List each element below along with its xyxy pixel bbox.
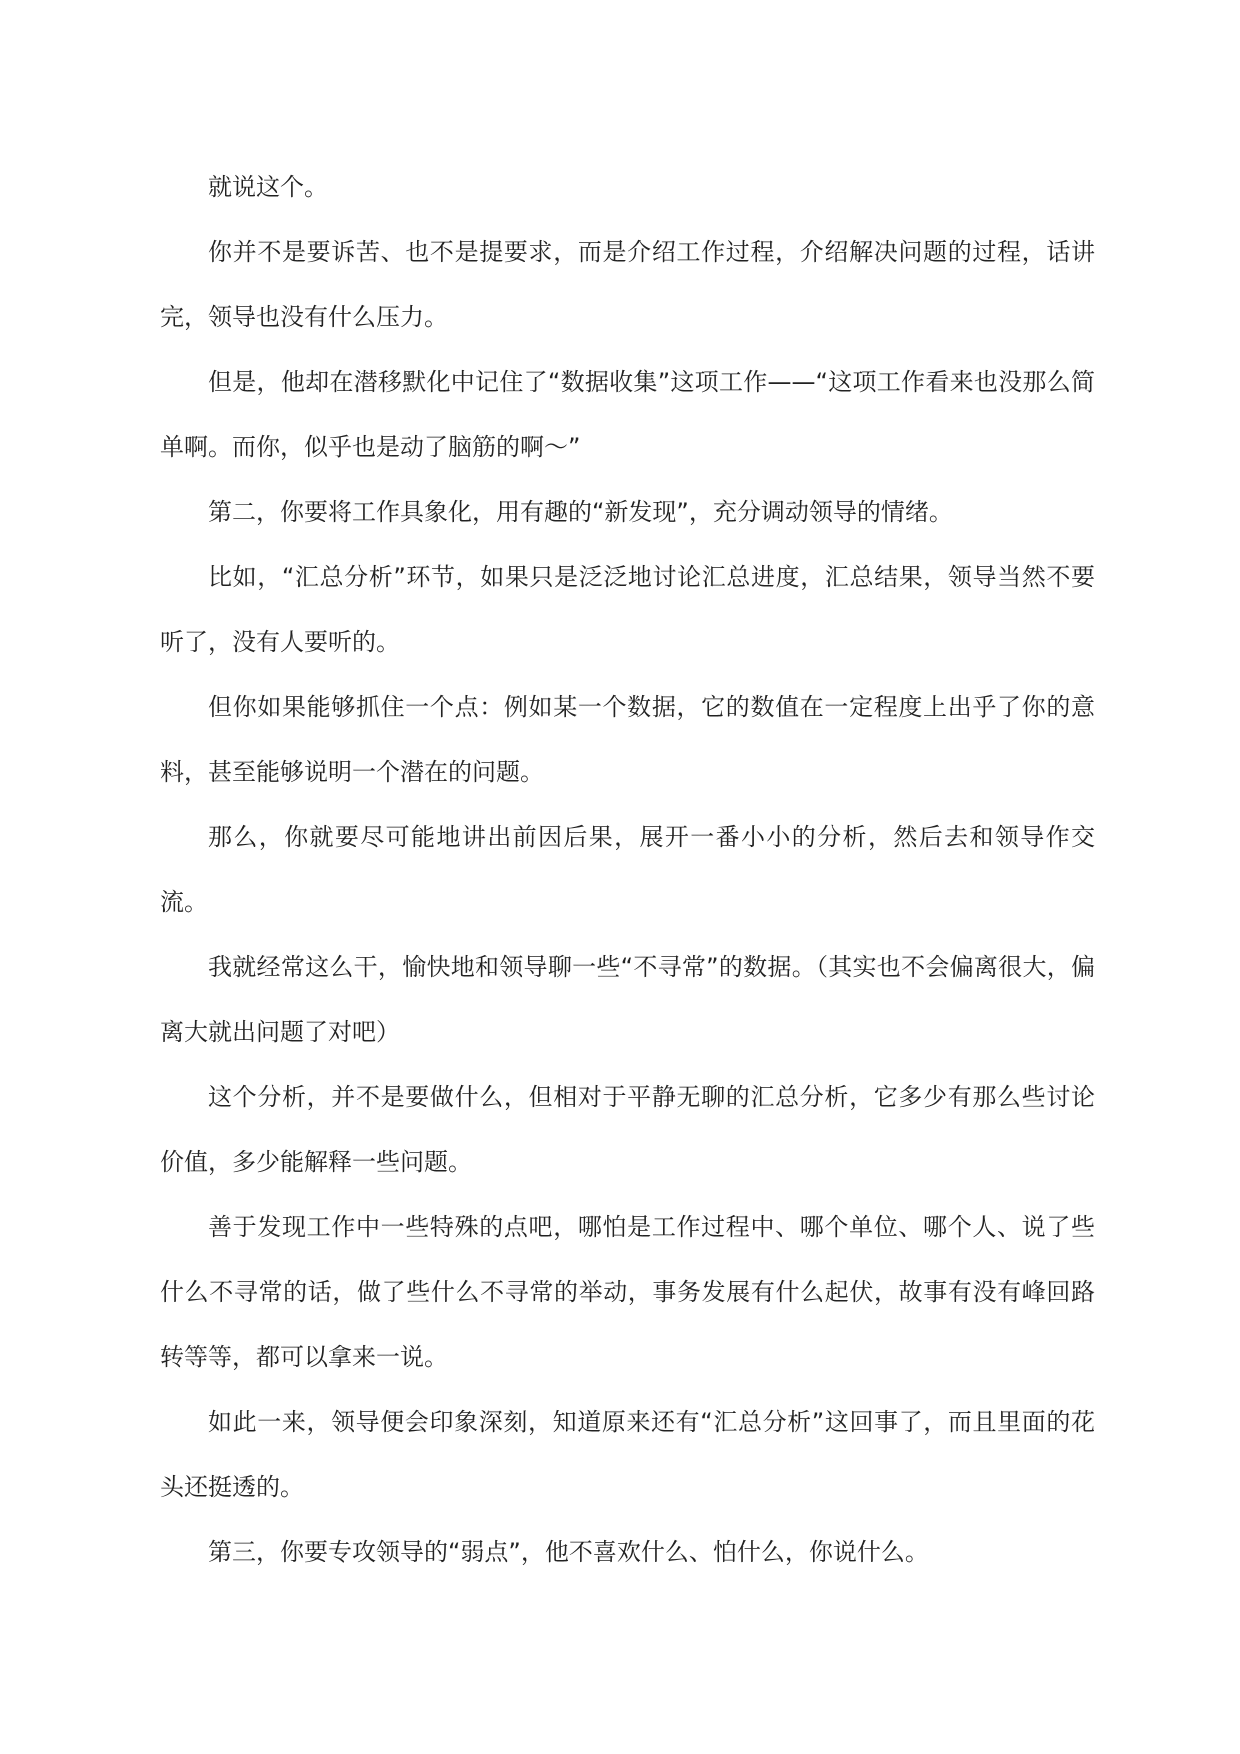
paragraph: 就说这个。 [208,173,328,201]
paragraph: 第三，你要专攻领导的“弱点”，他不喜欢什么、怕什么，你说什么。 [208,1538,929,1566]
paragraph: 善于发现工作中一些特殊的点吧，哪怕是工作过程中、哪个单位、哪个人、说了些什么不寻常的话，做了些什么不寻常的举动，事务发展有什么起伏，故事有没有峰回路转等等，都可以拿来一说。 [160,1213,1095,1371]
paragraph: 那么，你就要尽可能地讲出前因后果，展开一番小小的分析，然后去和领导作交流。 [160,823,1095,916]
paragraph: 但你如果能够抓住一个点：例如某一个数据，它的数值在一定程度上出乎了你的意料，甚至能够说明一个潜在的问题。 [160,693,1095,786]
paragraph: 但是，他却在潜移默化中记住了“数据收集”这项工作——“这项工作看来也没那么简单啊。而你，似乎也是动了脑筋的啊～” [160,368,1095,461]
paragraph: 如此一来，领导便会印象深刻，知道原来还有“汇总分析”这回事了，而且里面的花头还挺透的。 [160,1408,1095,1501]
paragraph: 你并不是要诉苦、也不是提要求，而是介绍工作过程，介绍解决问题的过程，话讲完，领导也没有什么压力。 [160,238,1095,331]
paragraph: 第二，你要将工作具象化，用有趣的“新发现”，充分调动领导的情绪。 [208,498,953,526]
paragraph: 我就经常这么干，愉快地和领导聊一些“不寻常”的数据。（其实也不会偏离很大，偏离大就出问题了对吧） [160,953,1095,1046]
paragraph: 这个分析，并不是要做什么，但相对于平静无聊的汇总分析，它多少有那么些讨论价值，多少能解释一些问题。 [160,1083,1095,1176]
paragraph: 比如，“汇总分析”环节，如果只是泛泛地讨论汇总进度，汇总结果，领导当然不要听了，没有人要听的。 [160,563,1095,656]
document-body [160,175,1095,1585]
